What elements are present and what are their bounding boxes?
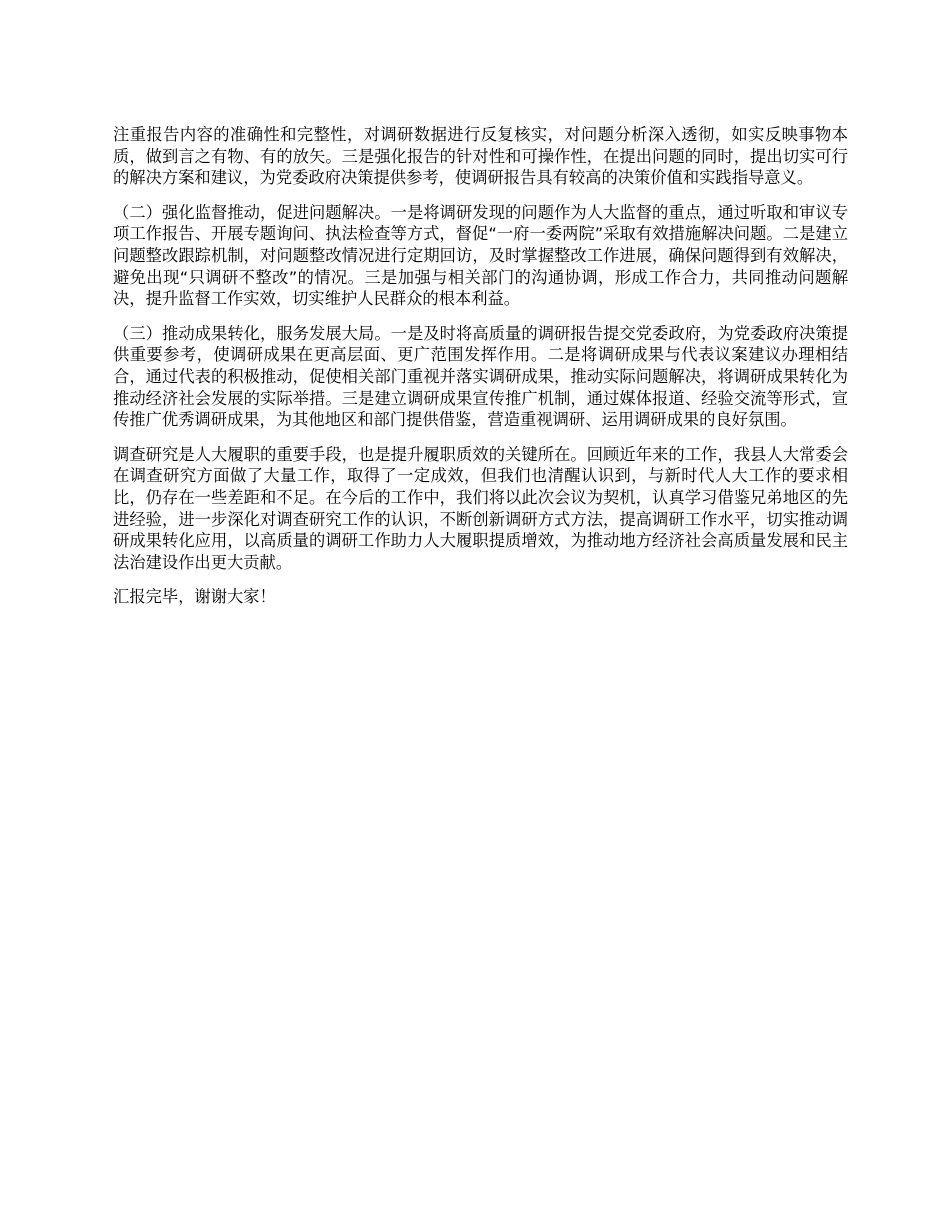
paragraph-conclusion: 调查研究是人大履职的重要手段，也是提升履职质效的关键所在。回顾近年来的工作，我县人大常委会在调查研究方面做了大量工作，取得了一定成效，但我们也清醒认识到，与新时代人大工作的要求相比，仍存在一些差距和不足。在今后的工作中，我们将以此次会议为契机，认真学习借鉴兄弟地区的先进经验，进一步深化对调查研究工作的认识，不断创新调研方式方法，提高调研工作水平，切实推动调研成果转化应用，以高质量的调研工作助力人大履职提质增效，为推动地方经济社会高质量发展和民主法治建设作出更大贡献。	[113, 444, 848, 572]
paragraph-report-quality: 注重报告内容的准确性和完整性，对调研数据进行反复核实，对问题分析深入透彻，如实反映事物本质，做到言之有物、有的放矢。三是强化报告的针对性和可操作性，在提出问题的同时，提出切实可行的解决方案和建议，为党委政府决策提供参考，使调研报告具有较高的决策价值和实践指导意义。	[113, 125, 848, 188]
paragraph-achievement-transformation: （三）推动成果转化，服务发展大局。一是及时将高质量的调研报告提交党委政府，为党委政府决策提供重要参考，使调研成果在更高层面、更广范围发挥作用。二是将调研成果与代表议案建议办理相结合，通过代表的积极推动，促使相关部门重视并落实调研成果，推动实际问题解决，将调研成果转化为推动经济社会发展的实际举措。三是建立调研成果宣传推广机制，通过媒体报道、经验交流等形式，宣传推广优秀调研成果，为其他地区和部门提供借鉴，营造重视调研、运用调研成果的良好氛围。	[113, 323, 848, 430]
paragraph-supervision: （二）强化监督推动，促进问题解决。一是将调研发现的问题作为人大监督的重点，通过听取和审议专项工作报告、开展专题询问、执法检查等方式，督促“一府一委两院”采取有效措施解决问题。二是建立问题整改跟踪机制，对问题整改情况进行定期回访，及时掌握整改工作进展，确保问题得到有效解决，避免出现“只调研不整改”的情况。三是加强与相关部门的沟通协调，形成工作合力，共同推动问题解决，提升监督工作实效，切实维护人民群众的根本利益。	[113, 202, 848, 309]
paragraph-closing: 汇报完毕，谢谢大家！	[113, 587, 276, 607]
document-body	[113, 124, 848, 621]
